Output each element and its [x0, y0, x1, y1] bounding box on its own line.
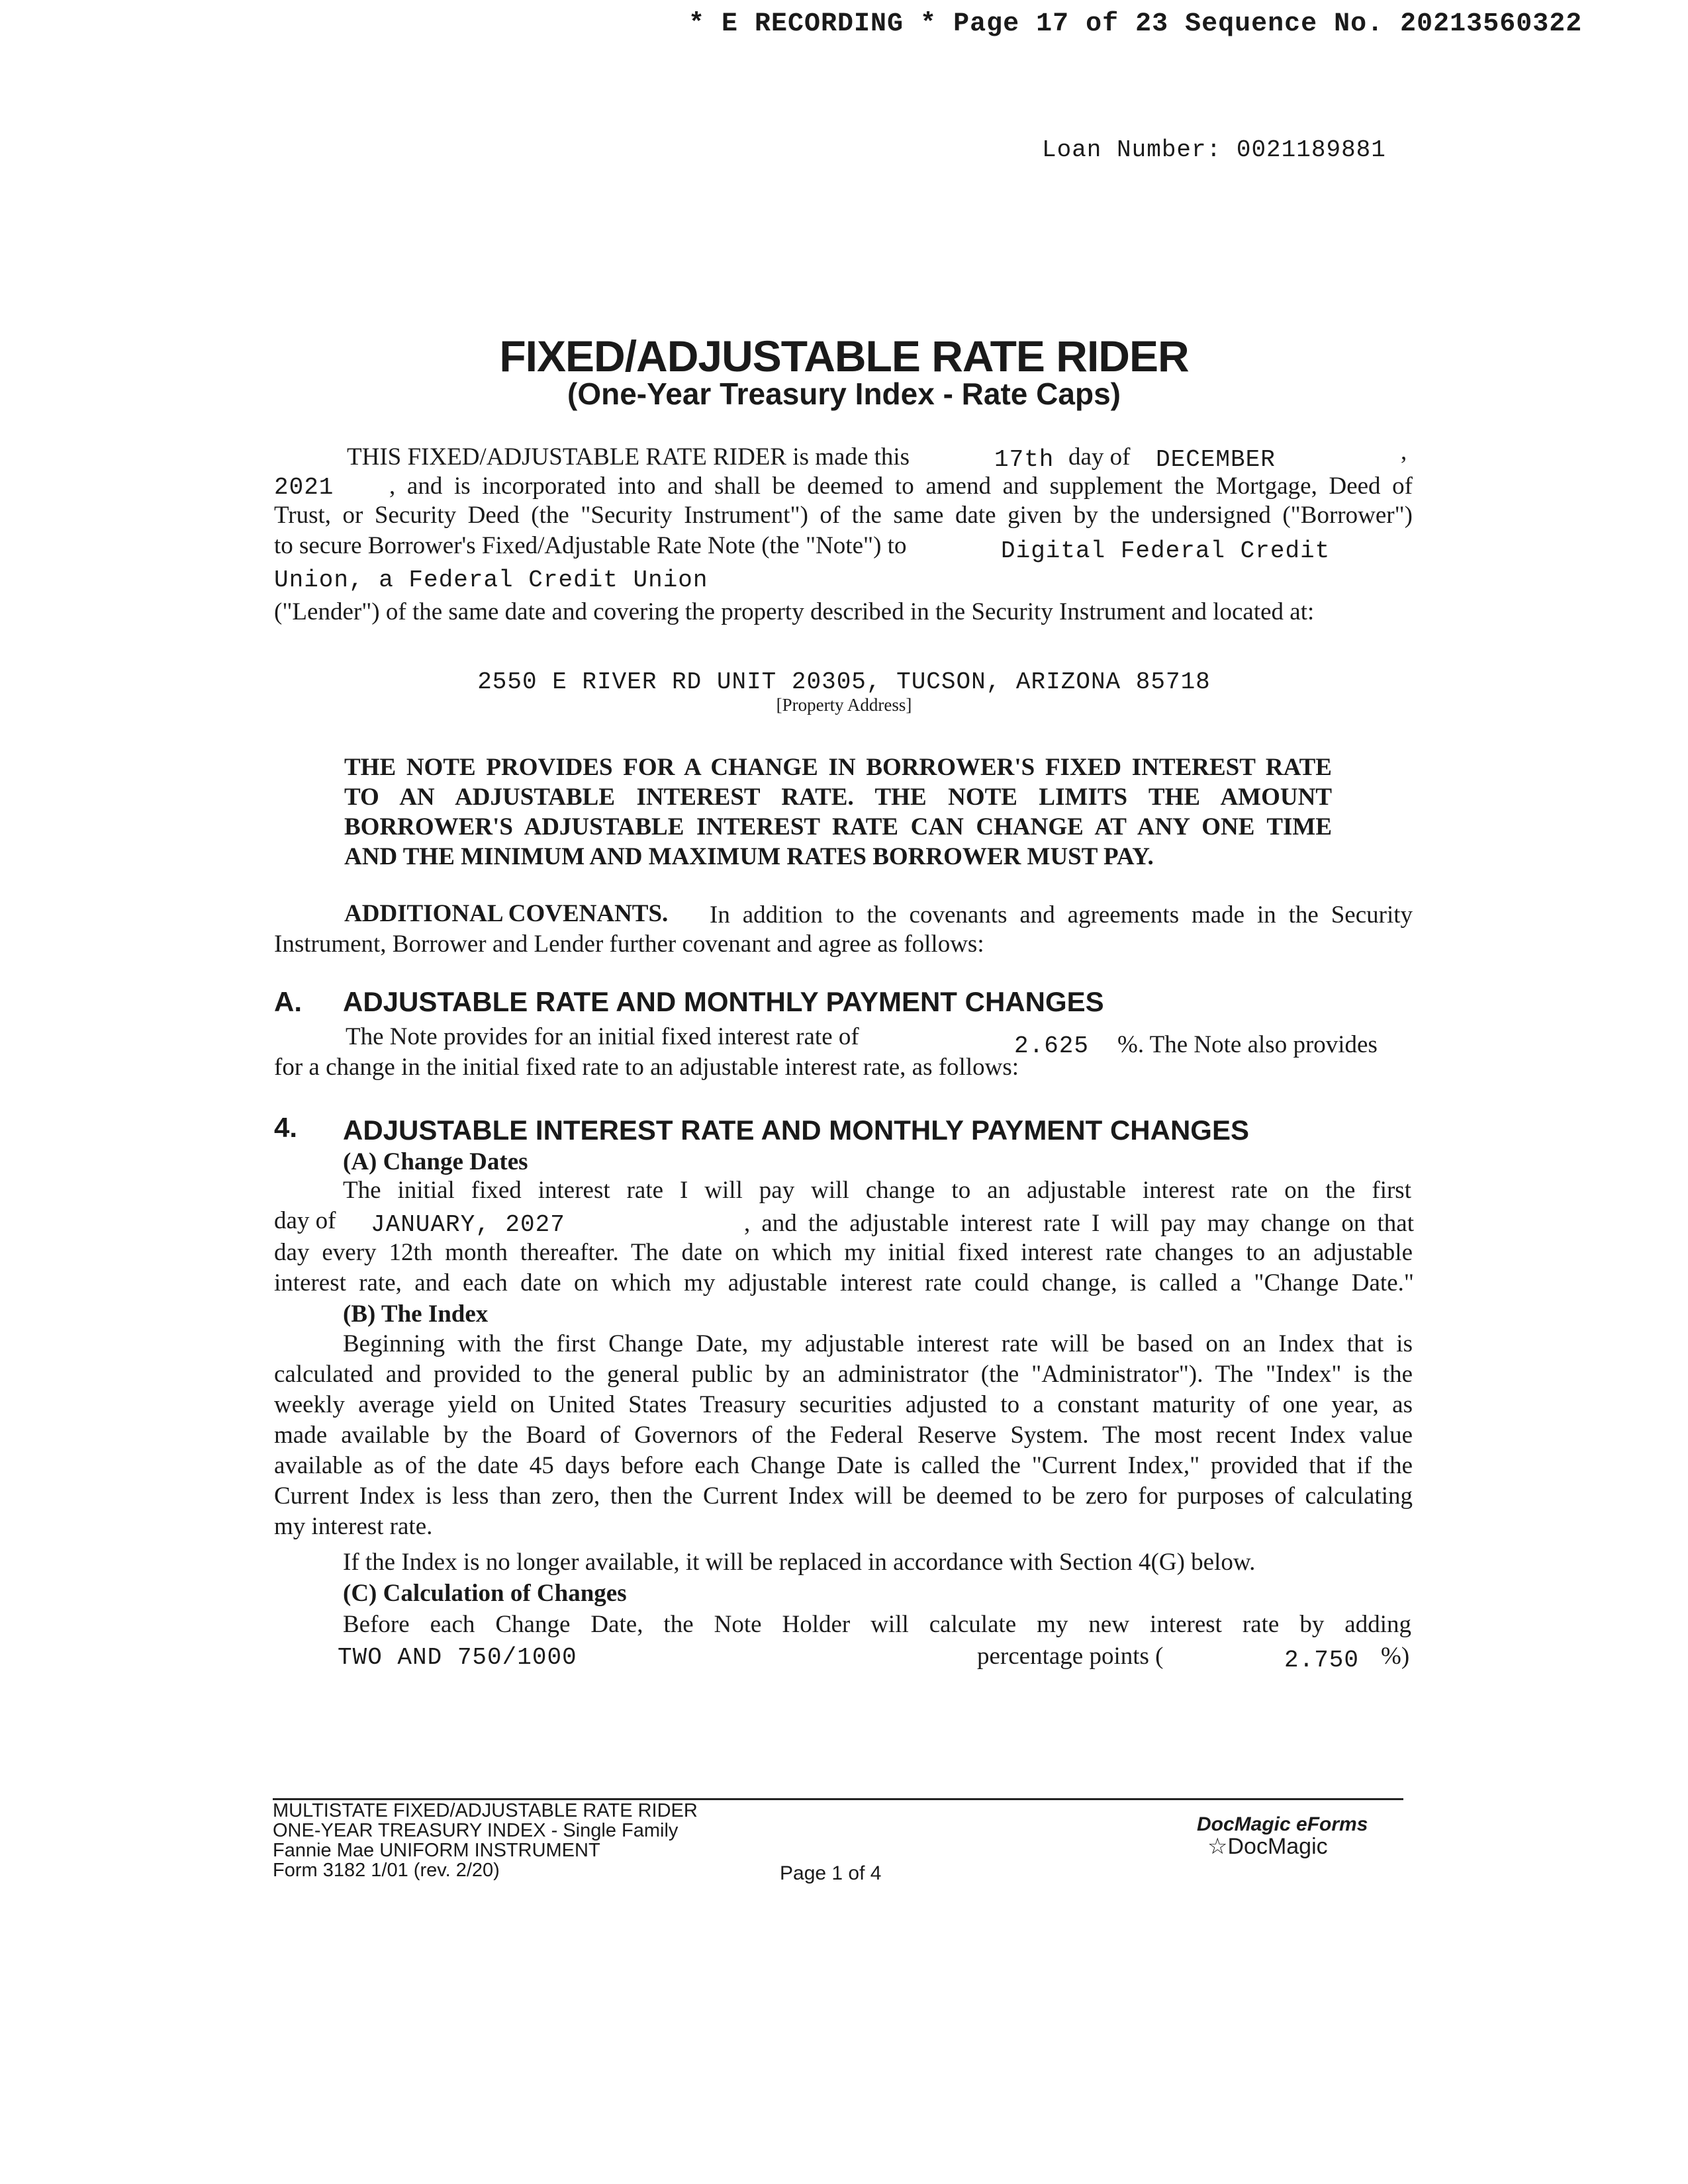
index-line: weekly average yield on United States Treasury securities adjusted to a constant maturity of one year, as	[274, 1391, 1413, 1418]
page-number: Page 1 of 4	[780, 1862, 882, 1884]
section-a-text: %. The Note also provides	[1117, 1031, 1378, 1058]
change-dates-text: , and the adjustable interest rate I will pay may change on that	[744, 1210, 1414, 1237]
calculation-heading: (C) Calculation of Changes	[343, 1580, 627, 1607]
section-a-line-1: The Note provides for an initial fixed interest rate of	[346, 1023, 859, 1050]
index-line: Current Index is less than zero, then the Current Index will be deemed to be zero for purposes of calculating	[274, 1482, 1413, 1510]
intro-line-2: , and is incorporated into and shall be deemed to amend and supplement the Mortgage, Deed of	[389, 473, 1413, 500]
intro-line-3: Trust, or Security Deed (the "Security Instrument") of the same date given by the undersigned ("Borrower")	[274, 502, 1413, 529]
change-dates-line-3: day every 12th month thereafter. The date on which my initial fixed interest rate changes to an adjustable	[274, 1239, 1413, 1266]
section-4-heading: ADJUSTABLE INTEREST RATE AND MONTHLY PAYMENT CHANGES	[343, 1115, 1249, 1146]
change-dates-heading: (A) Change Dates	[343, 1148, 528, 1175]
notice-line: AND THE MINIMUM AND MAXIMUM RATES BORROWER MUST PAY.	[344, 843, 1154, 870]
intro-line-4: to secure Borrower's Fixed/Adjustable Rate Note (the "Note") to	[274, 532, 907, 559]
section-a-heading: ADJUSTABLE RATE AND MONTHLY PAYMENT CHANGES	[343, 986, 1104, 1017]
intro-line-1	[347, 445, 910, 469]
property-address-caption: [Property Address]	[776, 695, 912, 715]
intro-line-6: ("Lender") of the same date and covering the property described in the Security Instrument and located at:	[274, 598, 1315, 625]
document-title: FIXED/ADJUSTABLE RATE RIDER	[499, 332, 1189, 381]
footer-form-line: Fannie Mae UNIFORM INSTRUMENT	[273, 1840, 600, 1861]
covenants-line-1: In addition to the covenants and agreements made in the Security	[710, 901, 1413, 929]
document-subtitle: (One-Year Treasury Index - Rate Caps)	[567, 377, 1121, 411]
calculation-line-1: Before each Change Date, the Note Holder will calculate my new interest rate by adding	[343, 1611, 1411, 1638]
index-heading: (B) The Index	[343, 1300, 489, 1328]
intro-text: THIS FIXED/ADJUSTABLE RATE RIDER is made this	[347, 443, 910, 471]
first-change-date-field: JANUARY, 2027	[371, 1211, 565, 1238]
day-field: 17th	[994, 446, 1055, 473]
covenants-line-2: Instrument, Borrower and Lender further covenant and agree as follows:	[274, 931, 984, 958]
footer-form-line: MULTISTATE FIXED/ADJUSTABLE RATE RIDER	[273, 1800, 698, 1821]
recording-header: * E RECORDING * Page 17 of 23 Sequence No. 20213560322	[688, 9, 1583, 39]
index-line: Beginning with the first Change Date, my adjustable interest rate will be based on an Index that is	[343, 1330, 1413, 1357]
notice-line: THE NOTE PROVIDES FOR A CHANGE IN BORROWER'S FIXED INTEREST RATE	[344, 754, 1332, 781]
section-a-line-2: for a change in the initial fixed rate to an adjustable interest rate, as follows:	[274, 1054, 1019, 1081]
index-line: my interest rate.	[274, 1513, 433, 1540]
intro-comma: ,	[1401, 438, 1407, 465]
year-field: 2021	[274, 474, 334, 501]
property-address: 2550 E RIVER RD UNIT 20305, TUCSON, ARIZONA 85718	[477, 668, 1211, 696]
docmagic-logo: ☆DocMagic	[1207, 1834, 1328, 1859]
notice-line: BORROWER'S ADJUSTABLE INTEREST RATE CAN CHANGE AT ANY ONE TIME	[344, 813, 1332, 841]
change-dates-line-2: day of	[274, 1207, 336, 1234]
footer-form-line: Form 3182 1/01 (rev. 2/20)	[273, 1860, 500, 1881]
index-line: made available by the Board of Governors of the Federal Reserve System. The most recent Index value	[274, 1422, 1413, 1449]
intro-text: day of	[1068, 443, 1131, 471]
section-a-letter: A.	[274, 986, 302, 1017]
footer-form-line: ONE-YEAR TREASURY INDEX - Single Family	[273, 1820, 679, 1841]
initial-rate-field: 2.625	[1014, 1032, 1090, 1060]
lender-name-a: Digital Federal Credit	[1001, 537, 1331, 565]
notice-line: TO AN ADJUSTABLE INTEREST RATE. THE NOTE LIMITS THE AMOUNT	[344, 784, 1332, 811]
month-field: DECEMBER	[1156, 446, 1276, 473]
index-replacement-line: If the Index is no longer available, it will be replaced in accordance with Section 4(G) below.	[343, 1549, 1256, 1576]
calculation-text: %)	[1381, 1643, 1410, 1670]
calculation-text: percentage points (	[977, 1643, 1164, 1670]
change-dates-line-4: interest rate, and each date on which my adjustable interest rate could change, is called a "Change Date."	[274, 1269, 1414, 1297]
loan-number: Loan Number: 0021189881	[1042, 136, 1386, 163]
covenants-label: ADDITIONAL COVENANTS.	[344, 900, 669, 927]
index-line: available as of the date 45 days before each Change Date is called the "Current Index," provided that if the	[274, 1452, 1413, 1479]
lender-name-b: Union, a Federal Credit Union	[274, 567, 708, 594]
margin-words-field: TWO AND 750/1000	[338, 1644, 577, 1671]
section-4-number: 4.	[274, 1112, 298, 1143]
margin-percent-field: 2.750	[1284, 1647, 1360, 1674]
change-dates-line-1: The initial fixed interest rate I will pay will change to an adjustable interest rate on the first	[343, 1177, 1411, 1204]
index-line: calculated and provided to the general public by an administrator (the "Administrator"). The "Index" is the	[274, 1361, 1413, 1388]
docmagic-forms-logo: DocMagic eForms	[1197, 1813, 1368, 1835]
